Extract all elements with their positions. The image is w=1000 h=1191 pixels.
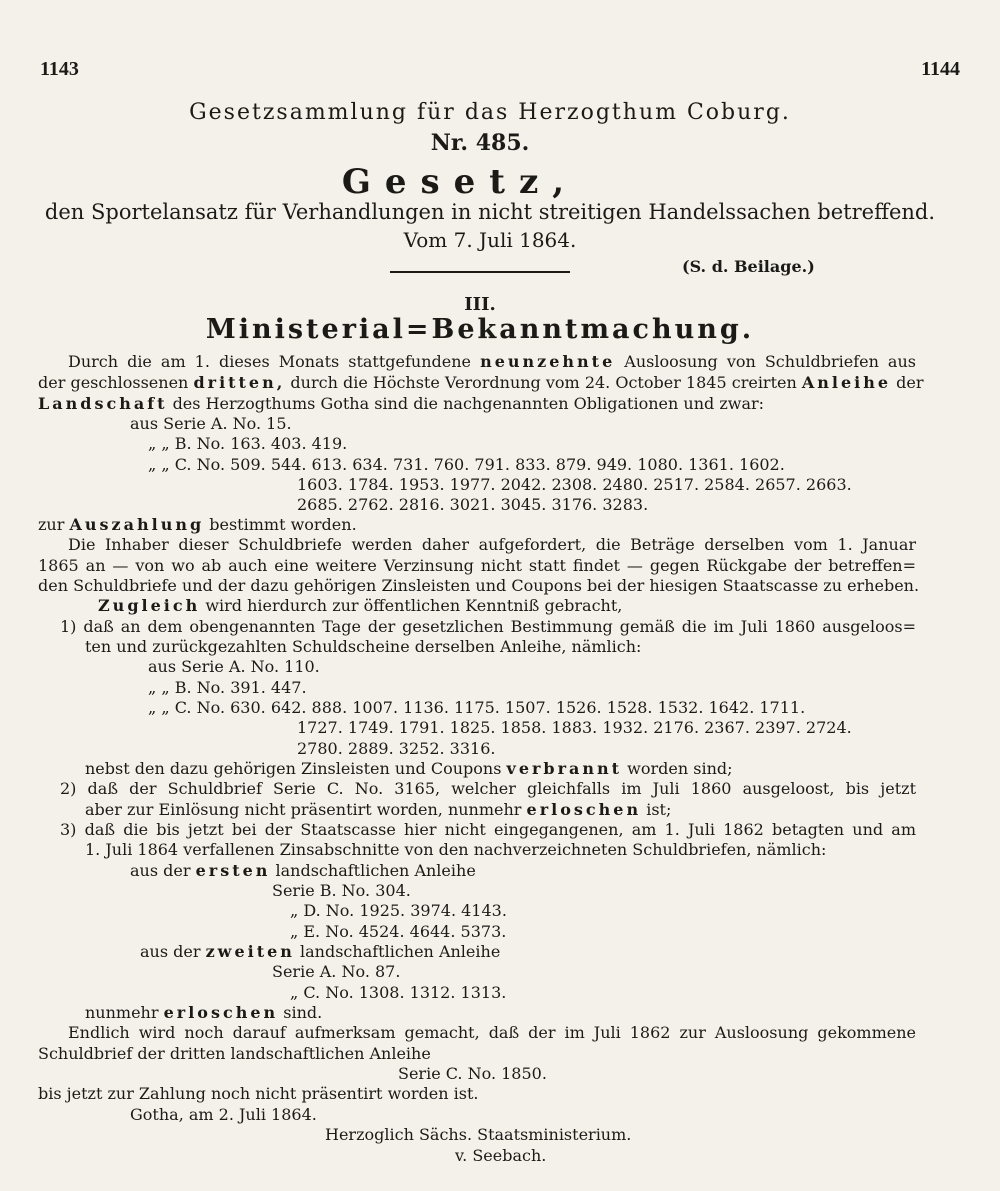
series-line: 2685. 2762. 2816. 3021. 3045. 3176. 3283. — [297, 495, 649, 514]
text-line — [68, 352, 916, 372]
series-line: Serie B. No. 304. — [272, 881, 411, 900]
page-number-left: 1143 — [40, 58, 79, 80]
text-line: Die Inhaber dieser Schuldbriefe werden daher aufgefordert, die Beträge derselben vom 1. Januar — [68, 535, 916, 554]
text-span: aber zur Einlösung nicht präsentirt worden, nunmehr — [85, 800, 522, 819]
text-span: des Herzogthums Gotha sind die nachgenannten Obligationen und zwar: — [172, 394, 765, 413]
list-item: 3) daß die bis jetzt bei der Staatscasse hier nicht eingegangenen, am 1. Juli 1862 betagten und am — [60, 820, 916, 839]
text-span: aus der — [140, 942, 201, 961]
text-line — [38, 373, 924, 393]
series-line: „ D. No. 1925. 3974. 4143. — [290, 901, 507, 920]
emphasis: ersten — [195, 861, 271, 880]
series-line: 2780. 2889. 3252. 3316. — [297, 739, 496, 758]
text-line — [85, 1003, 322, 1023]
series-line: aus Serie A. No. 15. — [130, 414, 292, 433]
law-date: Vom 7. Juli 1864. — [403, 228, 577, 252]
text-line: den Schuldbriefe und der dazu gehörigen Zinsleisten und Coupons bei der hiesigen Staatscasse zu erheben. — [38, 576, 920, 595]
text-line: Endlich wird noch darauf aufmerksam gemacht, daß der im Juli 1862 zur Ausloosung gekommene — [68, 1023, 916, 1042]
text-line — [85, 759, 733, 779]
emphasis: Auszahlung — [69, 515, 205, 534]
emphasis: Anleihe — [801, 373, 892, 392]
text-span: bestimmt worden. — [209, 515, 357, 534]
list-item: 2) daß der Schuldbrief Serie C. No. 3165, welcher gleichfalls im Juli 1860 ausgeloost, bis jetzt — [60, 779, 916, 798]
text-span: worden sind; — [627, 759, 733, 778]
text-span: der — [896, 373, 924, 392]
text-line: bis jetzt zur Zahlung noch nicht präsentirt worden ist. — [38, 1084, 479, 1103]
text-line: 1865 an — von wo ab auch eine weitere Verzinsung nicht statt findet — gegen Rückgabe der betreffen= — [38, 556, 916, 575]
text-span: zur — [38, 515, 65, 534]
series-line: aus Serie A. No. 110. — [148, 657, 320, 676]
section-number: III. — [464, 294, 496, 315]
list-item: 1) daß an dem obengenannten Tage der gesetzlichen Bestimmung gemäß die im Juli 1860 ausgeloos= — [60, 617, 916, 636]
emphasis: verbrannt — [506, 759, 623, 778]
emphasis: Landschaft — [38, 394, 168, 413]
emphasis: neunzehnte — [480, 352, 616, 371]
series-line: Serie A. No. 87. — [272, 962, 401, 981]
series-line: „ „ B. No. 163. 403. 419. — [148, 434, 348, 453]
text-line: Schuldbrief der dritten landschaftlichen Anleihe — [38, 1044, 431, 1063]
text-span: nunmehr — [85, 1003, 159, 1022]
text-line — [38, 394, 764, 414]
section-heading: Ministerial=Bekanntmachung. — [205, 314, 755, 345]
text-span: nebst den dazu gehörigen Zinsleisten und Coupons — [85, 759, 502, 778]
text-line — [85, 800, 671, 820]
text-span: wird hierdurch zur öffentlichen Kenntniß gebracht, — [205, 596, 623, 615]
ministry-name: Herzoglich Sächs. Staatsministerium. — [325, 1125, 632, 1144]
series-line: 1727. 1749. 1791. 1825. 1858. 1883. 1932. 2176. 2367. 2397. 2724. — [297, 718, 852, 737]
emphasis: zweiten — [205, 942, 295, 961]
divider — [390, 271, 570, 273]
law-subject: den Sportelansatz für Verhandlungen in nicht streitigen Handelssachen betreffend. — [44, 200, 936, 224]
law-heading: Gesetz, — [341, 162, 579, 202]
text-span: landschaftlichen Anleihe — [300, 942, 501, 961]
emphasis: erloschen — [526, 800, 642, 819]
page-number-right: 1144 — [921, 58, 960, 80]
series-line: Serie C. No. 1850. — [398, 1064, 547, 1083]
text-span: durch die Höchste Verordnung vom 24. October 1845 creirten — [290, 373, 797, 392]
collection-title: Gesetzsammlung für das Herzogthum Coburg. — [189, 100, 791, 125]
series-line: „ „ C. No. 630. 642. 888. 1007. 1136. 1175. 1507. 1526. 1528. 1532. 1642. 1711. — [148, 698, 806, 717]
emphasis: erloschen — [163, 1003, 279, 1022]
series-line: „ E. No. 4524. 4644. 5373. — [290, 922, 507, 941]
text-line — [140, 942, 500, 962]
text-span: sind. — [283, 1003, 323, 1022]
series-line: „ „ B. No. 391. 447. — [148, 678, 307, 697]
list-item: ten und zurückgezahlten Schuldscheine derselben Anleihe, nämlich: — [85, 637, 642, 656]
text-span: der geschlossenen — [38, 373, 189, 392]
text-line — [38, 515, 357, 535]
text-span: Ausloosung von Schuldbriefen aus — [624, 352, 916, 371]
list-item: 1. Juli 1864 verfallenen Zinsabschnitte von den nachverzeichneten Schuldbriefen, nämlich: — [85, 840, 827, 859]
series-line: „ C. No. 1308. 1312. 1313. — [290, 983, 507, 1002]
place-date: Gotha, am 2. Juli 1864. — [130, 1105, 317, 1124]
text-span: aus der — [130, 861, 191, 880]
law-number: Nr. 485. — [430, 130, 530, 156]
series-line: 1603. 1784. 1953. 1977. 2042. 2308. 2480. 2517. 2584. 2657. 2663. — [297, 475, 852, 494]
text-span: landschaftlichen Anleihe — [275, 861, 476, 880]
signature: v. Seebach. — [455, 1146, 547, 1165]
text-line — [98, 596, 622, 616]
text-span: ist; — [646, 800, 672, 819]
emphasis: dritten, — [193, 373, 286, 392]
series-line: „ „ C. No. 509. 544. 613. 634. 731. 760. 791. 833. 879. 949. 1080. 1361. 1602. — [148, 455, 785, 474]
emphasis: Zugleich — [98, 596, 201, 615]
text-line — [130, 861, 476, 881]
text-span: Durch die am 1. dieses Monats stattgefundene — [68, 352, 472, 371]
attachment-note: (S. d. Beilage.) — [682, 257, 815, 276]
